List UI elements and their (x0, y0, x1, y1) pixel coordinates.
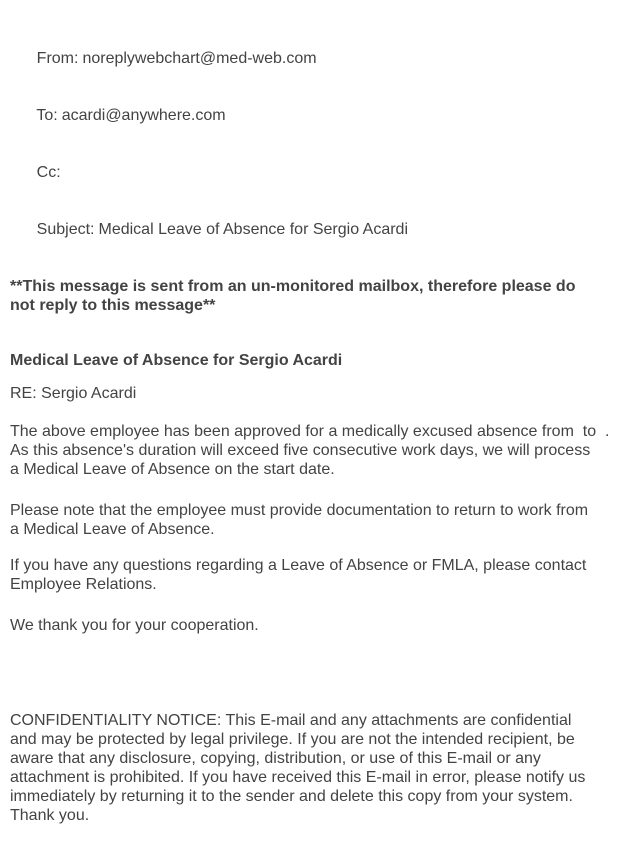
confidentiality-line: attachment is prohibited. If you have received this E-mail in error, please notify us (10, 769, 586, 786)
email-title: Medical Leave of Absence for Sergio Acardi (10, 352, 343, 369)
paragraph-approval (10, 422, 610, 479)
paragraph-line: Please note that the employee must provide documentation to return to work from (10, 502, 589, 519)
paragraph-line: a Medical Leave of Absence on the start date. (10, 461, 335, 478)
confidentiality-line: immediately by returning it to the sender and delete this copy from your system. (10, 788, 573, 805)
confidentiality-line: and may be protected by legal privilege. If you are not the intended recipient, be (10, 731, 575, 748)
confidentiality-notice (10, 711, 610, 825)
paragraph-line: As this absence's duration will exceed five consecutive work days, we will process (10, 442, 591, 459)
confidentiality-line: aware that any disclosure, copying, distribution, or use of this E-mail or any (10, 750, 541, 767)
email-header-block (10, 30, 610, 258)
to-label: To: (36, 107, 58, 124)
header-line-from (10, 30, 610, 87)
paragraph-line: a Medical Leave of Absence. (10, 521, 215, 538)
from-label: From: (36, 50, 79, 67)
header-line-cc (10, 144, 610, 201)
cc-label: Cc: (36, 164, 61, 181)
paragraph-line: Employee Relations. (10, 576, 157, 593)
confidentiality-line: Thank you. (10, 807, 90, 824)
paragraph-line: If you have any questions regarding a Leave of Absence or FMLA, please contact (10, 557, 587, 574)
paragraph-line: We thank you for your cooperation. (10, 617, 259, 634)
notice-line: not reply to this message** (10, 297, 216, 314)
paragraph-questions (10, 556, 610, 594)
notice-line: **This message is sent from an un-monitored mailbox, therefore please do (10, 278, 576, 295)
paragraph-line: The above employee has been approved for a medically excused absence from to . (10, 423, 610, 440)
subject-value: Medical Leave of Absence for Sergio Acardi (98, 221, 408, 238)
confidentiality-line: CONFIDENTIALITY NOTICE: This E-mail and any attachments are confidential (10, 712, 572, 729)
unmonitored-mailbox-notice (10, 277, 610, 315)
to-value: acardi@anywhere.com (61, 107, 226, 124)
header-line-subject (10, 201, 610, 258)
header-line-to (10, 87, 610, 144)
paragraph-documentation (10, 501, 610, 539)
re-line: RE: Sergio Acardi (10, 385, 137, 402)
from-value: noreplywebchart@med-web.com (82, 50, 317, 67)
paragraph-thanks (10, 616, 610, 635)
subject-label: Subject: (36, 221, 95, 238)
